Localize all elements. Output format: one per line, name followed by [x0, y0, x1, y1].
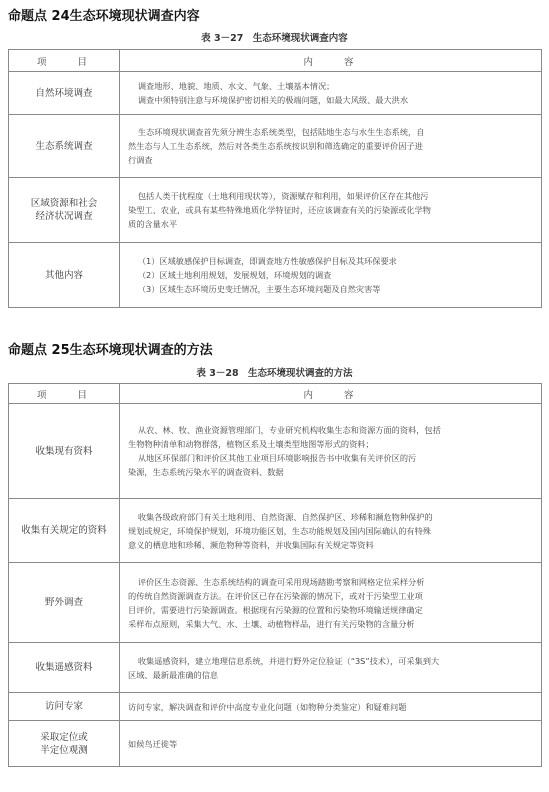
content-line: 调查地形、地貌、地质、水文、气象、土壤基本情况；	[137, 81, 335, 91]
row-content	[120, 499, 542, 563]
content-line: （3）区域生态环境历史变迁情况，主要生态环境问题及自然灾害等	[137, 284, 381, 294]
table-row	[9, 643, 542, 693]
content-line: 区域、最新最准确的信息	[128, 669, 219, 680]
row-item: 其他内容	[9, 243, 120, 308]
content-line: 包括人类干扰程度（土地利用现状等），资源赋存和利用，如果评价区存在其他污	[137, 191, 429, 201]
table-row	[9, 693, 542, 721]
content-line: 生物物种清单和动物群落，植物区系及土壤类型地图等形式的资料；	[128, 439, 374, 449]
row-item: 野外调查	[9, 563, 120, 643]
content-line: 评价区生态资源、生态系统结构的调查可采用现场踏勘考察和网格定位采样分析	[137, 576, 425, 587]
content-line: 收集各级政府部门有关土地利用、自然资源、自然保护区、珍稀和濒危物种保护的	[137, 511, 433, 522]
table-row	[9, 72, 542, 115]
table-row	[9, 404, 542, 499]
table-3-28	[8, 383, 542, 767]
row-item: 收集遥感资料	[9, 643, 120, 693]
table-row	[9, 721, 542, 767]
content-line: 采样布点原则，采集大气、水、土壤、动植物样品，进行有关污染物的含量分析	[128, 618, 415, 629]
content-line: 染源，生态系统污染水平的调查资料、数据	[128, 467, 284, 477]
content-line: （1）区域敏感保护目标调查，即调查地方性敏感保护目标及其环保要求	[137, 256, 397, 266]
table-row	[9, 115, 542, 178]
content-line: 从地区环保部门和评价区其他工业项目环境影响报告书中收集有关评价区的污	[137, 453, 417, 463]
table-row	[9, 243, 542, 308]
row-item: 收集现有资料	[9, 404, 120, 499]
row-item	[9, 178, 120, 243]
row-content	[120, 404, 542, 499]
content-line: 从农、林、牧、渔业资源管理部门，专业研究机构收集生态和资源方面的资料，包括	[137, 425, 441, 435]
row-item-line: 采取定位或	[40, 731, 88, 743]
row-item	[9, 721, 120, 767]
column-header-content: 内 容	[120, 384, 542, 404]
content-line: 访问专家，解决调查和评价中高度专业化问题（如物种分类鉴定）和疑难问题	[128, 701, 407, 712]
table-row	[9, 178, 542, 243]
row-content	[120, 72, 542, 115]
table-3-27	[8, 49, 542, 308]
row-content	[120, 243, 542, 308]
row-item-line: 区域资源和社会	[30, 198, 98, 209]
content-line: 意义的栖息地和珍稀、濒危物种等资料，并收集国际有关规定等资料	[128, 539, 374, 550]
table-caption-3-28: 表 3－28 生态环境现状调查的方法	[196, 368, 353, 379]
section-heading-24: 命题点 24生态环境现状调查内容	[8, 9, 200, 24]
row-item: 生态系统调查	[9, 115, 120, 178]
row-content	[120, 643, 542, 693]
table-header-row	[9, 50, 542, 72]
row-content	[120, 178, 542, 243]
content-line: 质的含量水平	[128, 219, 178, 229]
column-header-content: 内 容	[120, 50, 542, 72]
table-row	[9, 563, 542, 643]
content-line: 染型工、农业，或具有某些特殊地质化学特征时，还应该调查有关的污染源或化学物	[128, 205, 431, 215]
table-caption-3-27: 表 3－27 生态环境现状调查内容	[201, 33, 348, 44]
table-row	[9, 499, 542, 563]
section-heading-25: 命题点 25生态环境现状调查的方法	[8, 343, 213, 358]
content-line: 然生态与人工生态系统，然后对各类生态系统按识别和筛选确定的重要评价因子进	[128, 141, 423, 151]
row-item-line: 半定位观测	[40, 744, 88, 756]
row-item-line: 经济状况调查	[35, 211, 93, 222]
content-line: 收集遥感资料，建立地理信息系统，并进行野外定位验证（“3S”技术），可采集到大	[137, 655, 440, 666]
row-content	[120, 693, 542, 721]
row-item: 访问专家	[9, 693, 120, 721]
row-item: 自然环境调查	[9, 72, 120, 115]
column-header-item: 项 目	[9, 50, 120, 72]
content-line: 调查中须特别注意与环境保护密切相关的极端问题，如最大风级、最大洪水	[137, 95, 409, 105]
column-header-item: 项 目	[9, 384, 120, 404]
row-content	[120, 115, 542, 178]
content-line: 行调查	[128, 155, 153, 165]
content-line: 生态环境现状调查首先须分辨生态系统类型，包括陆地生态与水生生态系统，自	[137, 127, 425, 137]
content-line: 规划或规定，环境保护规划，环境功能区划，生态功能规划及国内国际确认的有特殊	[128, 525, 431, 536]
content-line: 的传统自然资源调查方法。在评价区已存在污染源的情况下，或对于污染型工业项	[128, 590, 423, 601]
row-content	[120, 721, 542, 767]
row-content	[120, 563, 542, 643]
table-header-row	[9, 384, 542, 404]
content-line: （2）区域土地利用规划，发展规划，环境规划的调查	[137, 270, 332, 280]
row-item: 收集有关规定的资料	[9, 499, 120, 563]
content-line: 如候鸟迁徙等	[128, 738, 178, 749]
content-line: 目评价，需要进行污染源调查。根据现有污染源的位置和污染物环境输送规律确定	[128, 604, 423, 615]
